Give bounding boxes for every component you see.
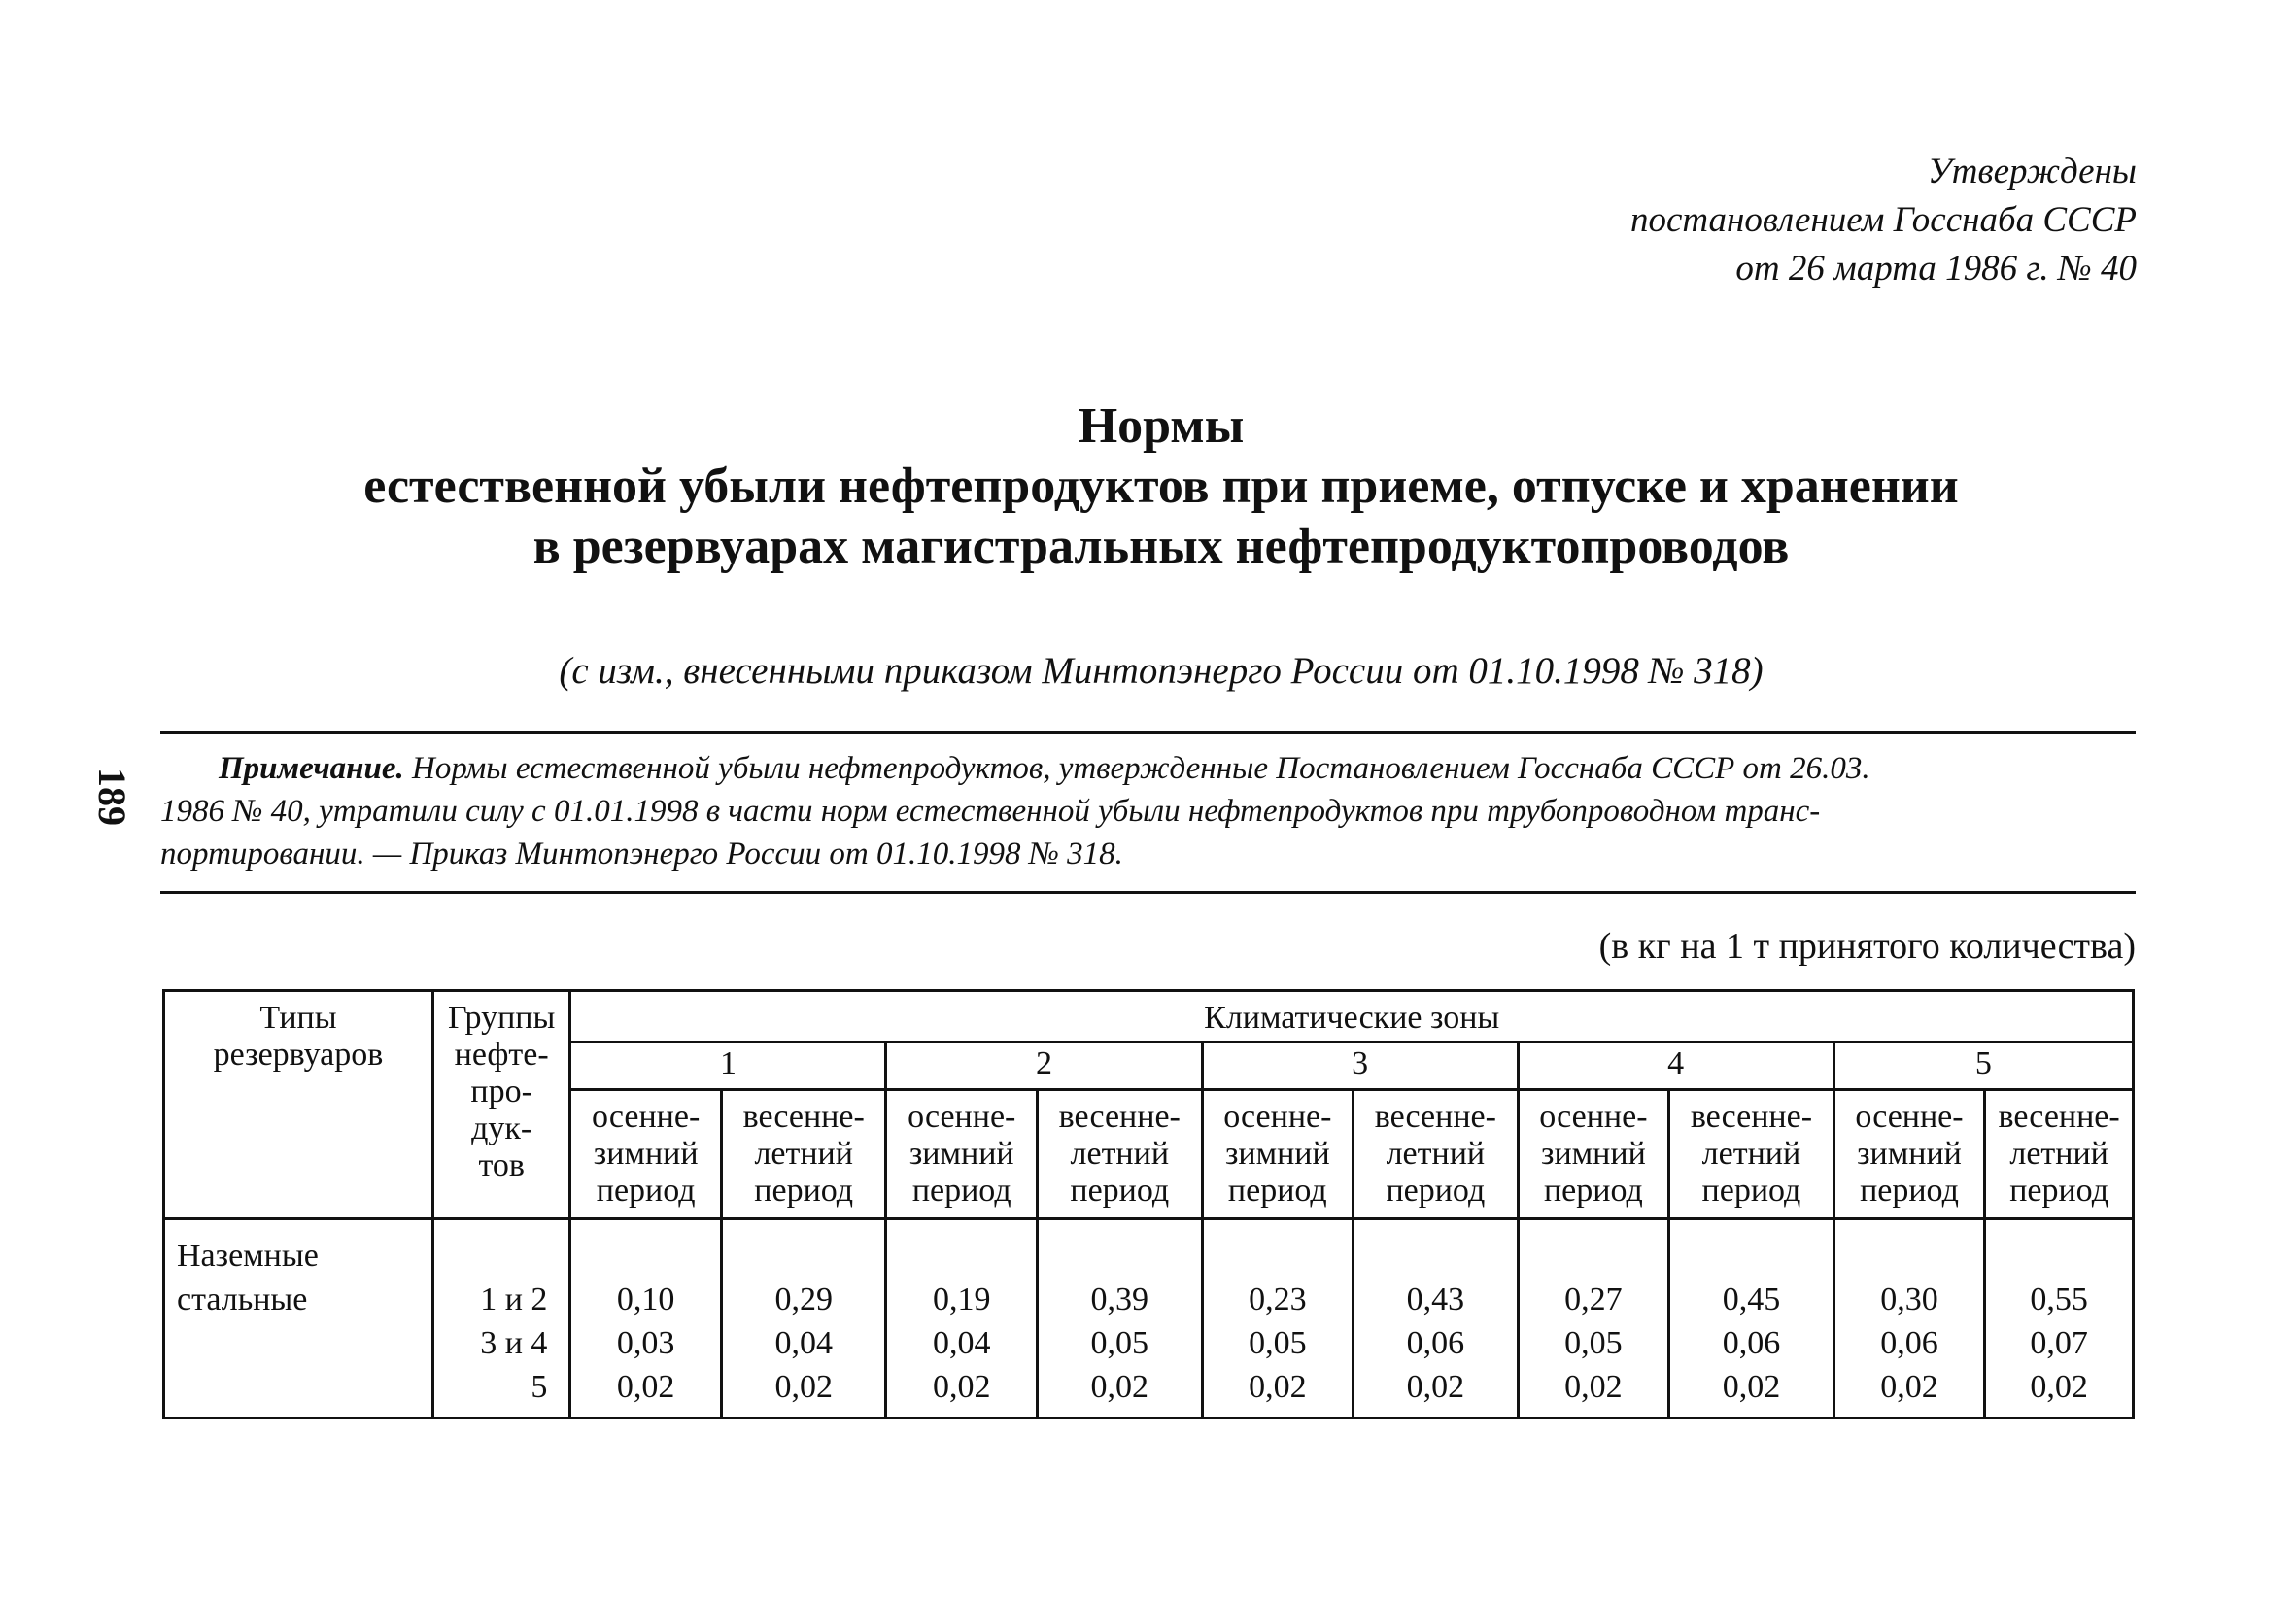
norm-value: 0,02 [2030,1369,2088,1405]
cell-norm [1038,1219,1203,1418]
period-text: осенне- [1539,1099,1648,1135]
header-text: Группы [448,1000,556,1036]
header-product-groups [432,991,569,1219]
group-value: 5 [531,1369,548,1405]
approval-stamp [1398,148,2137,293]
period-text: летний [2009,1136,2108,1172]
note-line [160,747,2136,790]
period-text: период [911,1173,1011,1209]
header-period [1669,1090,1834,1219]
cell-norm [1202,1219,1354,1418]
norm-value: 0,02 [1722,1369,1781,1405]
header-text: дук- [471,1111,532,1146]
period-text: период [596,1173,696,1209]
norm-value: 0,23 [1249,1281,1307,1317]
period-text: осенне- [1223,1099,1332,1135]
norm-value: 0,02 [616,1369,675,1405]
norm-value: 0,02 [1249,1369,1307,1405]
spacer [1524,1234,1664,1278]
norm-value: 0,55 [2030,1281,2088,1317]
period-text: зимний [1224,1136,1330,1172]
period-text: период [1543,1173,1643,1209]
header-period [1202,1090,1354,1219]
header-period [1985,1090,2134,1219]
header-period [721,1090,886,1219]
norm-value: 0,04 [774,1325,833,1361]
spacer [1208,1234,1349,1278]
header-tank-types [164,991,433,1219]
norm-value: 0,30 [1880,1281,1938,1317]
cell-product-groups [432,1219,569,1418]
tank-type-text: Наземные [177,1238,319,1274]
document-title [262,396,2060,577]
period-text: весенне- [1690,1099,1813,1135]
period-text: осенне- [908,1099,1016,1135]
norm-value: 0,02 [774,1369,833,1405]
norm-value: 0,02 [1564,1369,1623,1405]
group-value: 1 и 2 [480,1281,548,1317]
cell-norm [1518,1219,1669,1418]
norm-value: 0,02 [1880,1369,1938,1405]
units-caption: (в кг на 1 т принятого количества) [1598,926,2136,967]
norm-value: 0,06 [1406,1325,1465,1361]
header-period [1038,1090,1203,1219]
period-text: весенне- [1374,1099,1496,1135]
norm-value: 0,06 [1722,1325,1781,1361]
cell-norm [570,1219,722,1418]
spacer [1674,1234,1829,1278]
period-text: осенне- [1855,1099,1964,1135]
norm-value: 0,04 [932,1325,991,1361]
norm-value: 0,27 [1564,1281,1623,1317]
header-zone: 2 [886,1042,1202,1090]
period-text: летний [1070,1136,1170,1172]
period-text: осенне- [592,1099,701,1135]
period-text: весенне- [1058,1099,1181,1135]
spacer [1358,1234,1513,1278]
spacer [1043,1234,1197,1278]
cell-norm [1669,1219,1834,1418]
header-period [886,1090,1038,1219]
norm-value: 0,45 [1722,1281,1781,1317]
norm-value: 0,19 [932,1281,991,1317]
note-text [160,747,2136,875]
period-text: летний [754,1136,853,1172]
header-text: Типы [259,1000,337,1036]
period-text: период [2009,1173,2109,1209]
period-text: зимний [908,1136,1014,1172]
header-period [1518,1090,1669,1219]
cell-norm [1833,1219,1985,1418]
period-text: зимний [1541,1136,1646,1172]
spacer [438,1234,547,1278]
period-text: период [1860,1173,1959,1209]
spacer [575,1234,716,1278]
note-block [160,731,2136,894]
title-line: в резервуарах магистральных нефтепродуктопроводов [532,519,1790,574]
note-line: 1986 № 40, утратили силу с 01.01.1998 в части норм естественной убыли нефтепродуктов при трубопроводном транс- [160,794,1821,829]
norm-value: 0,05 [1249,1325,1307,1361]
period-text: период [1386,1173,1486,1209]
title-line: Нормы [1078,398,1245,454]
cell-norm [1985,1219,2134,1418]
norm-value: 0,10 [616,1281,675,1317]
note-line-text: Нормы естественной убыли нефтепродуктов, утвержденные Постановлением Госснаба СССР от 26.03. [411,751,1870,786]
page-number: 189 [90,768,134,826]
header-zone: 3 [1202,1042,1518,1090]
title-line: естественной убыли нефтепродуктов при приеме, отпуске и хранении [363,459,1959,514]
norm-value: 0,02 [1406,1369,1465,1405]
norm-value: 0,07 [2030,1325,2088,1361]
norm-value: 0,06 [1880,1325,1938,1361]
header-text: нефте- [454,1037,549,1073]
header-text: тов [478,1147,525,1183]
cell-tank-type [164,1219,433,1418]
norm-value: 0,05 [1564,1325,1623,1361]
period-text: весенне- [742,1099,865,1135]
header-zone: 5 [1833,1042,2133,1090]
norm-value: 0,02 [1090,1369,1149,1405]
approval-line: от 26 марта 1986 г. № 40 [1735,249,2137,289]
spacer [891,1234,1032,1278]
norm-value: 0,29 [774,1281,833,1317]
period-text: период [754,1173,854,1209]
norms-table [162,989,2135,1419]
cell-norm [1354,1219,1519,1418]
group-value: 3 и 4 [480,1325,548,1361]
period-text: весенне- [1998,1099,2120,1135]
cell-norm [886,1219,1038,1418]
header-period [1833,1090,1985,1219]
period-text: период [1701,1173,1801,1209]
period-text: зимний [593,1136,699,1172]
norm-value: 0,43 [1406,1281,1465,1317]
header-climate-zones: Климатические зоны [570,991,2134,1042]
header-period [1354,1090,1519,1219]
period-text: период [1227,1173,1327,1209]
header-zone: 1 [570,1042,886,1090]
spacer [1990,1234,2128,1278]
tank-type-text: стальные [177,1281,308,1317]
approval-line: постановлением Госснаба СССР [1629,200,2137,240]
approval-line: Утверждены [1927,152,2137,191]
cell-norm [721,1219,886,1418]
norm-value: 0,03 [616,1325,675,1361]
header-text: про- [470,1074,532,1110]
note-label: Примечание. [219,751,404,786]
table-row [164,1219,2134,1418]
spacer [727,1234,881,1278]
spacer [1839,1234,1980,1278]
norm-value: 0,02 [932,1369,991,1405]
period-text: летний [1386,1136,1486,1172]
period-text: летний [1701,1136,1801,1172]
norm-value: 0,05 [1090,1325,1149,1361]
header-zone: 4 [1518,1042,1833,1090]
amendment-note: (с изм., внесенными приказом Минтопэнерго России от 01.10.1998 № 318) [559,650,1764,692]
header-text: резервуаров [213,1037,384,1073]
note-line: портировании. — Приказ Минтопэнерго России от 01.10.1998 № 318. [160,837,1123,871]
period-text: период [1070,1173,1170,1209]
header-period [570,1090,722,1219]
period-text: зимний [1857,1136,1962,1172]
norm-value: 0,39 [1090,1281,1149,1317]
